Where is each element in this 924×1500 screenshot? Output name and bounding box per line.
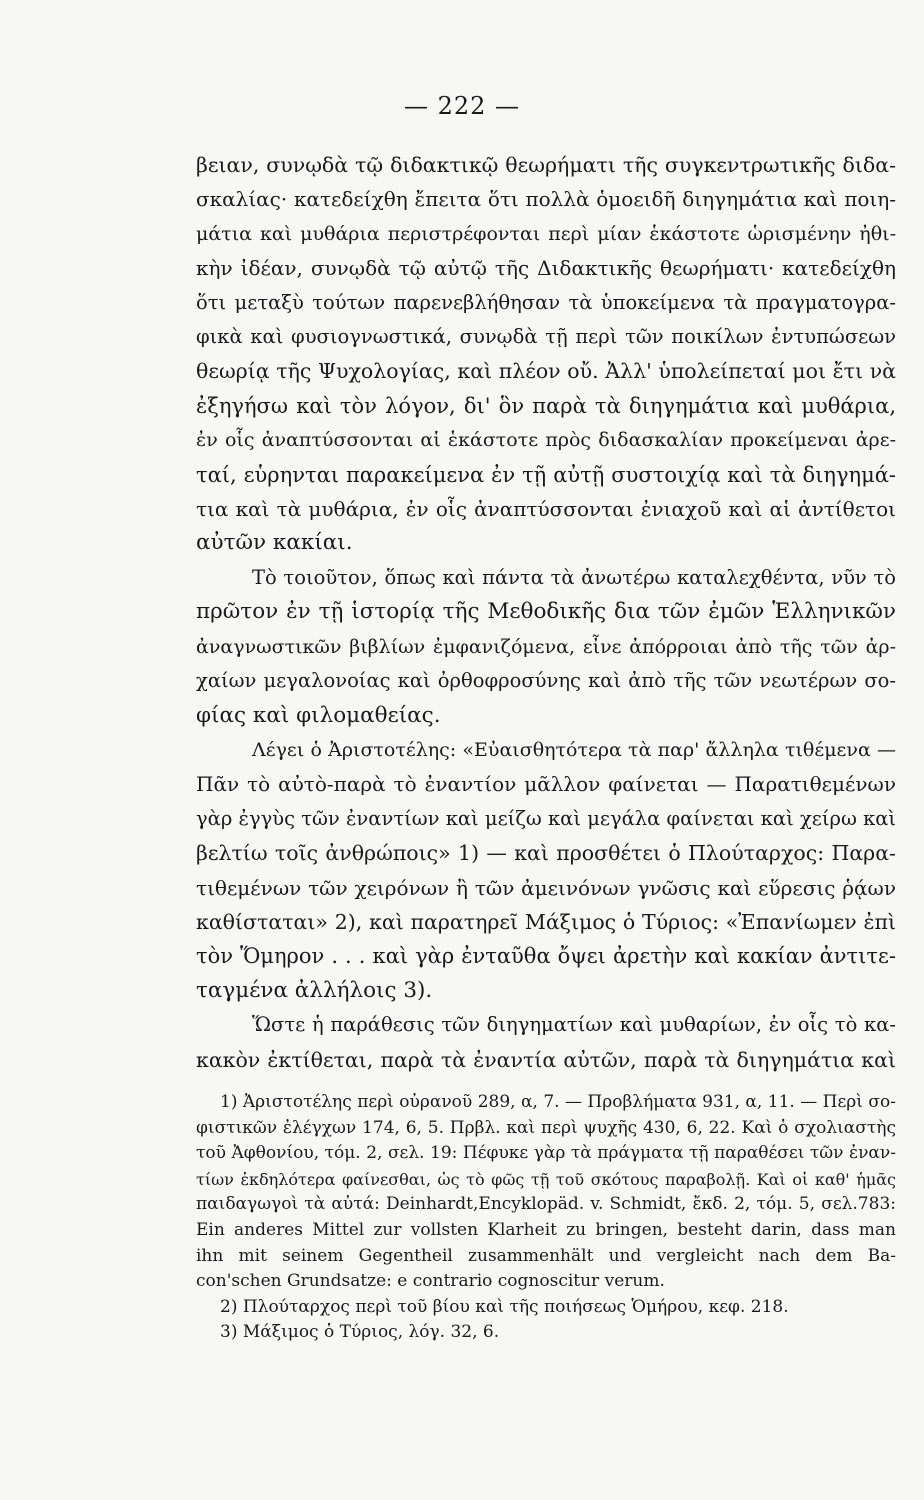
text-line: καθίσταται» 2), καὶ παρατηρεῖ Μάξιμος ὁ Τύριος: «Ἐπανίωμεν ἐπὶ (196, 909, 896, 934)
footnote-line: φιστικῶν ἐλέγχων 174, 6, 5. Πρβλ. καὶ περὶ ψυχῆς 430, 6, 22. Καὶ ὁ σχολιαστὴς (196, 1117, 896, 1138)
text-line: ταί, εὑρηνται παρακείμενα ἐν τῇ αὐτῇ συστοιχίᾳ καὶ τὰ διηγημά- (196, 462, 896, 487)
text-line: Λέγει ὁ Ἀριστοτέλης: «Εὐαισθητότερα τὰ παρ' ἄλληλα τιθέμενα — (252, 738, 896, 761)
footnote-line: παιδαγωγοὶ τὰ αὐτά: Deinhardt,Encyklopäd. v. Schmidt, ἔκδ. 2, τόμ. 5, σελ.783: (196, 1194, 896, 1215)
text-line: κὴν ἰδέαν, συνῳδὰ τῷ αὐτῷ τῆς Διδακτικῆς θεωρήματι· κατεδείχθη (196, 256, 896, 281)
text-line: βειαν, συνῳδὰ τῷ διδακτικῷ θεωρήματι τῆς συγκεντρωτικῆς διδα- (196, 153, 896, 177)
text-line: ὅτι μεταξὺ τούτων παρενεβλήθησαν τὰ ὑποκείμενα τὰ πραγματογρα- (196, 290, 896, 314)
paragraph-2 (196, 561, 896, 733)
text-line: φικὰ καὶ φυσιογνωστικά, συνῳδὰ τῇ περὶ τῶν ποικίλων ἐντυπώσεων (196, 325, 896, 349)
text-line: Πᾶν τὸ αὐτὸ-παρὰ τὸ ἐναντίον μᾶλλον φαίνεται — Παρατιθεμένων (196, 772, 896, 797)
footnote-3: 3) Μάξιμος ὁ Τύριος, λόγ. 32, 6. (220, 1322, 500, 1343)
paragraph-3 (196, 733, 896, 1008)
text-line: πρῶτον ἐν τῇ ἱστορίᾳ τῆς Μεθοδικῆς δια τῶν ἐμῶν Ἑλληνικῶν (196, 599, 896, 625)
text-line: κακὸν ἐκτίθεται, παρὰ τὰ ἐναντία αὐτῶν, παρὰ τὰ διηγημάτια καὶ (196, 1047, 896, 1072)
text-line: ἀναγνωστικῶν βιβλίων ἐμφανιζόμενα, εἶνε ἀπόρροιαι ἀπὸ τῆς τῶν ἀρ- (196, 635, 896, 658)
text-line: ἐν οἷς ἀναπτύσσονται αἱ ἑκάστοτε πρὸς διδασκαλίαν προκείμεναι ἀρε- (196, 429, 896, 452)
text-line: Τὸ τοιοῦτον, ὅπως καὶ πάντα τὰ ἀνωτέρω καταλεχθέντα, νῦν τὸ (252, 565, 896, 589)
footnote-line: ihn mit seinem Gegentheil zusammenhält und vergleicht nach dem Ba- (196, 1245, 896, 1266)
text-line: Ὥστε ἡ παράθεσις τῶν διηγηματίων καὶ μυθαρίων, ἐν οἷς τὸ κα- (252, 1013, 896, 1037)
text-line: τιθεμένων τῶν χειρόνων ἢ τῶν ἀμεινόνων γνῶσις καὶ εὕρεσις ῥᾴων (196, 875, 896, 900)
text-line: θεωρίᾳ τῆς Ψυχολογίας, καὶ πλέον οὔ. Ἀλλ' ὑπολείπεταί μοι ἔτι νὰ (196, 359, 896, 384)
text-line: γὰρ ἐγγὺς τῶν ἐναντίων καὶ μείζω καὶ μεγάλα φαίνεται καὶ χείρω καὶ (196, 806, 896, 830)
page-number: — 222 — (403, 92, 521, 120)
text-line: τὸν Ὅμηρον . . . καὶ γὰρ ἐνταῦθα ὄψει ἀρετὴν καὶ κακίαν ἀντιτε- (196, 944, 896, 969)
text-line: αὐτῶν κακίαι. (196, 530, 353, 556)
text-line: τια καὶ τὰ μυθάρια, ἐν οἷς ἀναπτύσσονται ἐνιαχοῦ καὶ αἱ ἀντίθετοι (196, 497, 896, 522)
footnote-1 (196, 1090, 896, 1295)
footnote-line: τίων ἐκδηλότερα φαίνεσθαι, ὡς τὸ φῶς τῇ τοῦ σκότους παραβολῇ. Καὶ οἱ καθ' ἡμᾶς (196, 1169, 896, 1189)
main-text (196, 148, 896, 1077)
text-line: χαίων μεγαλονοίας καὶ ὀρθοφροσύνης καὶ ἀπὸ τῆς τῶν νεωτέρων σο- (196, 669, 896, 693)
footnotes (196, 1090, 896, 1346)
footnote-line: con'schen Grundsatze: e contrario cognoscitur verum. (196, 1271, 665, 1292)
text-line: ταγμένα ἀλλήλοις 3). (196, 977, 433, 1003)
text-line: ἐξηγήσω καὶ τὸν λόγον, δι' ὃν παρὰ τὰ διηγημάτια καὶ μυθάρια, (196, 393, 896, 418)
paragraph-1 (196, 148, 896, 561)
footnote-line: τοῦ Ἀφθονίου, τόμ. 2, σελ. 19: Πέφυκε γὰρ τὰ πράγματα τῇ παραθέσει τῶν ἐναν- (196, 1143, 896, 1164)
text-line: σκαλίας· κατεδείχθη ἔπειτα ὅτι πολλὰ ὁμοειδῆ διηγημάτια καὶ ποιη- (196, 187, 896, 212)
paragraph-4 (196, 1008, 896, 1077)
text-line: φίας καὶ φιλομαθείας. (196, 702, 441, 728)
footnote-line: Ein anderes Mittel zur vollsten Klarheit zu bringen, besteht darin, dass man (196, 1219, 896, 1240)
footnote-2: 2) Πλούταρχος περὶ τοῦ βίου καὶ τῆς ποιήσεως Ὁμήρου, κεφ. 218. (220, 1296, 789, 1317)
footnote-line: 1) Ἀριστοτέλης περὶ οὐρανοῦ 289, α, 7. — Προβλήματα 931, α, 11. — Περὶ σο- (220, 1092, 896, 1112)
text-line: μάτια καὶ μυθάρια περιστρέφονται περὶ μίαν ἑκάστοτε ὡρισμένην ἠθι- (196, 222, 896, 245)
text-line: βελτίω τοῖς ἀνθρώποις» 1) — καὶ προσθέτει ὁ Πλούταρχος: Παρα- (196, 841, 896, 866)
